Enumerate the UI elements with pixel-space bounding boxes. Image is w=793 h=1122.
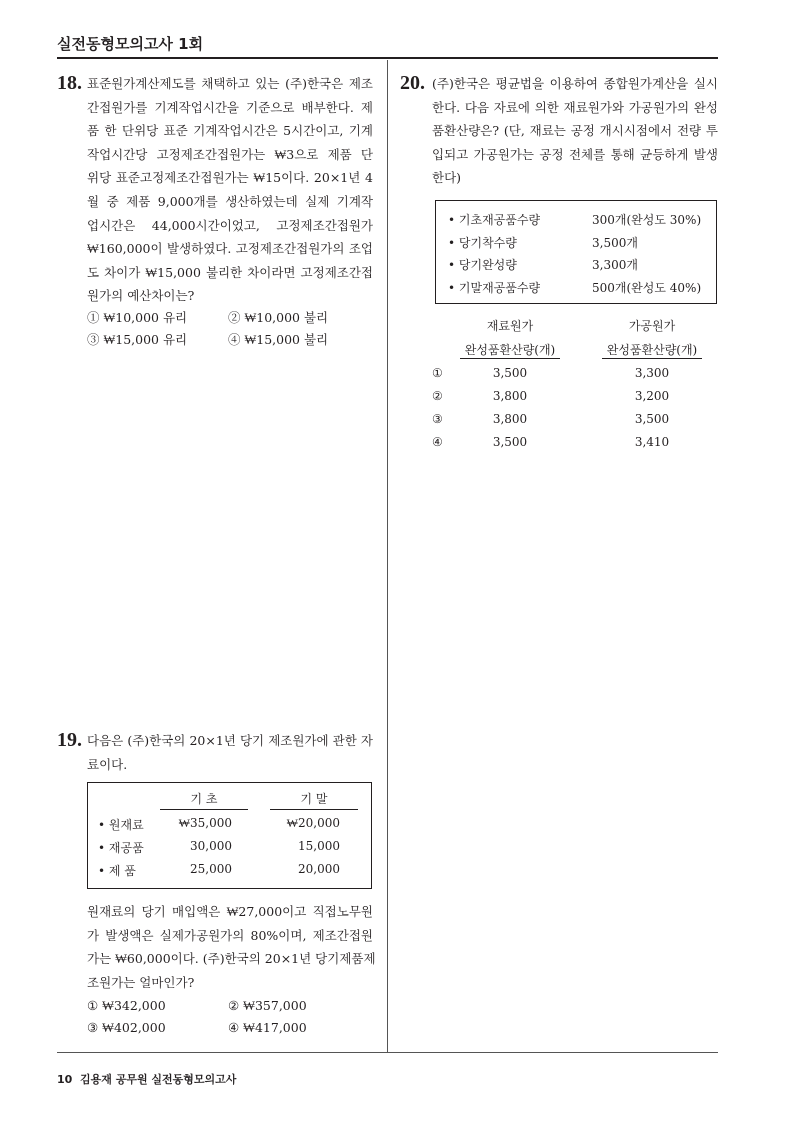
question-number: 20. bbox=[400, 72, 425, 94]
question-18-text bbox=[87, 72, 373, 308]
text-line: ₩160,000이 발생하였다. 고정제조간접원가의 조업 bbox=[87, 241, 373, 257]
table-header: 기 말 bbox=[270, 790, 358, 810]
text-line: 가 발생액은 실제가공원가의 80%이며, 제조간접원 bbox=[87, 927, 373, 943]
text-line: 원재료의 당기 매입액은 ₩27,000이고 직접노무원 bbox=[87, 904, 373, 919]
question-19-body bbox=[87, 900, 376, 994]
text-line: 위당 표준고정제조간접원가는 ₩15이다. 20×1년 4 bbox=[87, 170, 373, 186]
text-line: 업시간은 44,000시간이었고, 고정제조간접원가 bbox=[87, 217, 373, 233]
option[interactable]: ③ ₩15,000 유리 bbox=[87, 332, 188, 347]
text-line: 조원가는 얼마인가? bbox=[87, 974, 195, 990]
text-line: 료이다. bbox=[87, 756, 128, 772]
column-divider bbox=[387, 60, 388, 1053]
header-divider bbox=[57, 57, 718, 59]
item-label: • 기말재공품수량 bbox=[448, 280, 541, 295]
text-line: 품 한 단위당 표준 기계작업시간은 5시간이고, 기계 bbox=[87, 123, 373, 139]
option-number[interactable]: ② bbox=[432, 389, 443, 403]
cell-value: 20,000 bbox=[298, 862, 340, 876]
page-header: 실전동형모의고사 1회 bbox=[57, 35, 204, 53]
column-header: 완성품환산량(개) bbox=[602, 341, 702, 359]
column-header: 재료원가 bbox=[486, 319, 534, 333]
option-number[interactable]: ④ bbox=[432, 435, 443, 449]
text-line: 간접원가를 기계작업시간을 기준으로 배부한다. 제 bbox=[87, 99, 373, 115]
option[interactable]: ④ ₩417,000 bbox=[228, 1020, 307, 1035]
conversion-value[interactable]: 3,500 bbox=[634, 412, 670, 426]
conversion-value[interactable]: 3,410 bbox=[634, 435, 670, 449]
text-line: (주)한국은 평균법을 이용하여 종합원가계산을 실시 bbox=[432, 76, 718, 91]
cell-value: 15,000 bbox=[298, 839, 340, 853]
cell-value: ₩20,000 bbox=[286, 816, 340, 830]
item-value: 300개(완성도 30%) bbox=[592, 213, 702, 227]
cell-value: ₩35,000 bbox=[178, 816, 232, 830]
text-line: 월 중 제품 9,000개를 생산하였는데 실제 기계작 bbox=[87, 193, 373, 209]
option[interactable]: ② ₩357,000 bbox=[228, 998, 307, 1013]
item-value: 500개(완성도 40%) bbox=[592, 280, 702, 295]
option-number[interactable]: ① bbox=[432, 366, 443, 380]
footer-title: 김용재 공무원 실전동형모의고사 bbox=[79, 1073, 237, 1086]
option-number[interactable]: ③ bbox=[432, 412, 443, 426]
option[interactable]: ② ₩10,000 불리 bbox=[228, 310, 329, 325]
cell-value: 30,000 bbox=[190, 839, 232, 853]
option[interactable]: ① ₩342,000 bbox=[87, 998, 166, 1013]
material-value[interactable]: 3,500 bbox=[492, 435, 528, 449]
column-header: 완성품환산량(개) bbox=[460, 341, 560, 359]
material-value[interactable]: 3,800 bbox=[492, 389, 528, 403]
text-line: 표준원가계산제도를 채택하고 있는 (주)한국은 제조 bbox=[87, 76, 373, 91]
row-label: • 제 품 bbox=[98, 864, 136, 878]
text-line: 입되고 가공원가는 공정 전체를 통해 균등하게 발생 bbox=[432, 146, 718, 162]
data-table-box bbox=[87, 782, 372, 889]
item-value: 3,300개 bbox=[592, 258, 638, 272]
item-label: • 기초재공품수량 bbox=[448, 213, 541, 227]
option[interactable]: ③ ₩402,000 bbox=[87, 1020, 166, 1035]
table-header: 기 초 bbox=[160, 790, 248, 810]
text-line: 가는 ₩60,000이다. (주)한국의 20×1년 당기제품제 bbox=[87, 951, 376, 967]
option[interactable]: ④ ₩15,000 불리 bbox=[228, 332, 329, 347]
footer-divider bbox=[57, 1052, 718, 1053]
question-number: 19. bbox=[57, 729, 82, 751]
conversion-value[interactable]: 3,200 bbox=[634, 389, 670, 403]
column-header: 가공원가 bbox=[628, 319, 676, 333]
text-line: 도 차이가 ₩15,000 불리한 차이라면 고정제조간접 bbox=[87, 264, 373, 280]
material-value[interactable]: 3,800 bbox=[492, 412, 528, 426]
text-line: 한다. 다음 자료에 의한 재료원가와 가공원가의 완성 bbox=[432, 99, 718, 115]
text-line: 원가의 예산차이는? bbox=[87, 288, 195, 304]
item-label: • 당기완성량 bbox=[448, 258, 517, 272]
cell-value: 25,000 bbox=[190, 862, 232, 876]
page-number: 10 bbox=[57, 1073, 73, 1086]
row-label: • 재공품 bbox=[98, 841, 144, 855]
option[interactable]: ① ₩10,000 유리 bbox=[87, 310, 188, 325]
text-line: 품환산량은? (단, 재료는 공정 개시시점에서 전량 투 bbox=[432, 123, 718, 139]
data-box bbox=[435, 200, 717, 304]
text-line: 다음은 (주)한국의 20×1년 당기 제조원가에 관한 자 bbox=[87, 733, 373, 748]
item-value: 3,500개 bbox=[592, 235, 638, 250]
page-footer bbox=[57, 1071, 236, 1087]
row-label: • 원재료 bbox=[98, 818, 144, 832]
question-number: 18. bbox=[57, 72, 82, 94]
conversion-value[interactable]: 3,300 bbox=[634, 366, 670, 380]
text-line: 작업시간당 고정제조간접원가는 ₩3으로 제품 단 bbox=[87, 146, 373, 162]
question-19-text bbox=[87, 729, 373, 776]
question-20-text bbox=[432, 72, 718, 190]
text-line: 한다) bbox=[432, 170, 462, 186]
item-label: • 당기착수량 bbox=[448, 235, 517, 250]
material-value[interactable]: 3,500 bbox=[492, 366, 528, 380]
